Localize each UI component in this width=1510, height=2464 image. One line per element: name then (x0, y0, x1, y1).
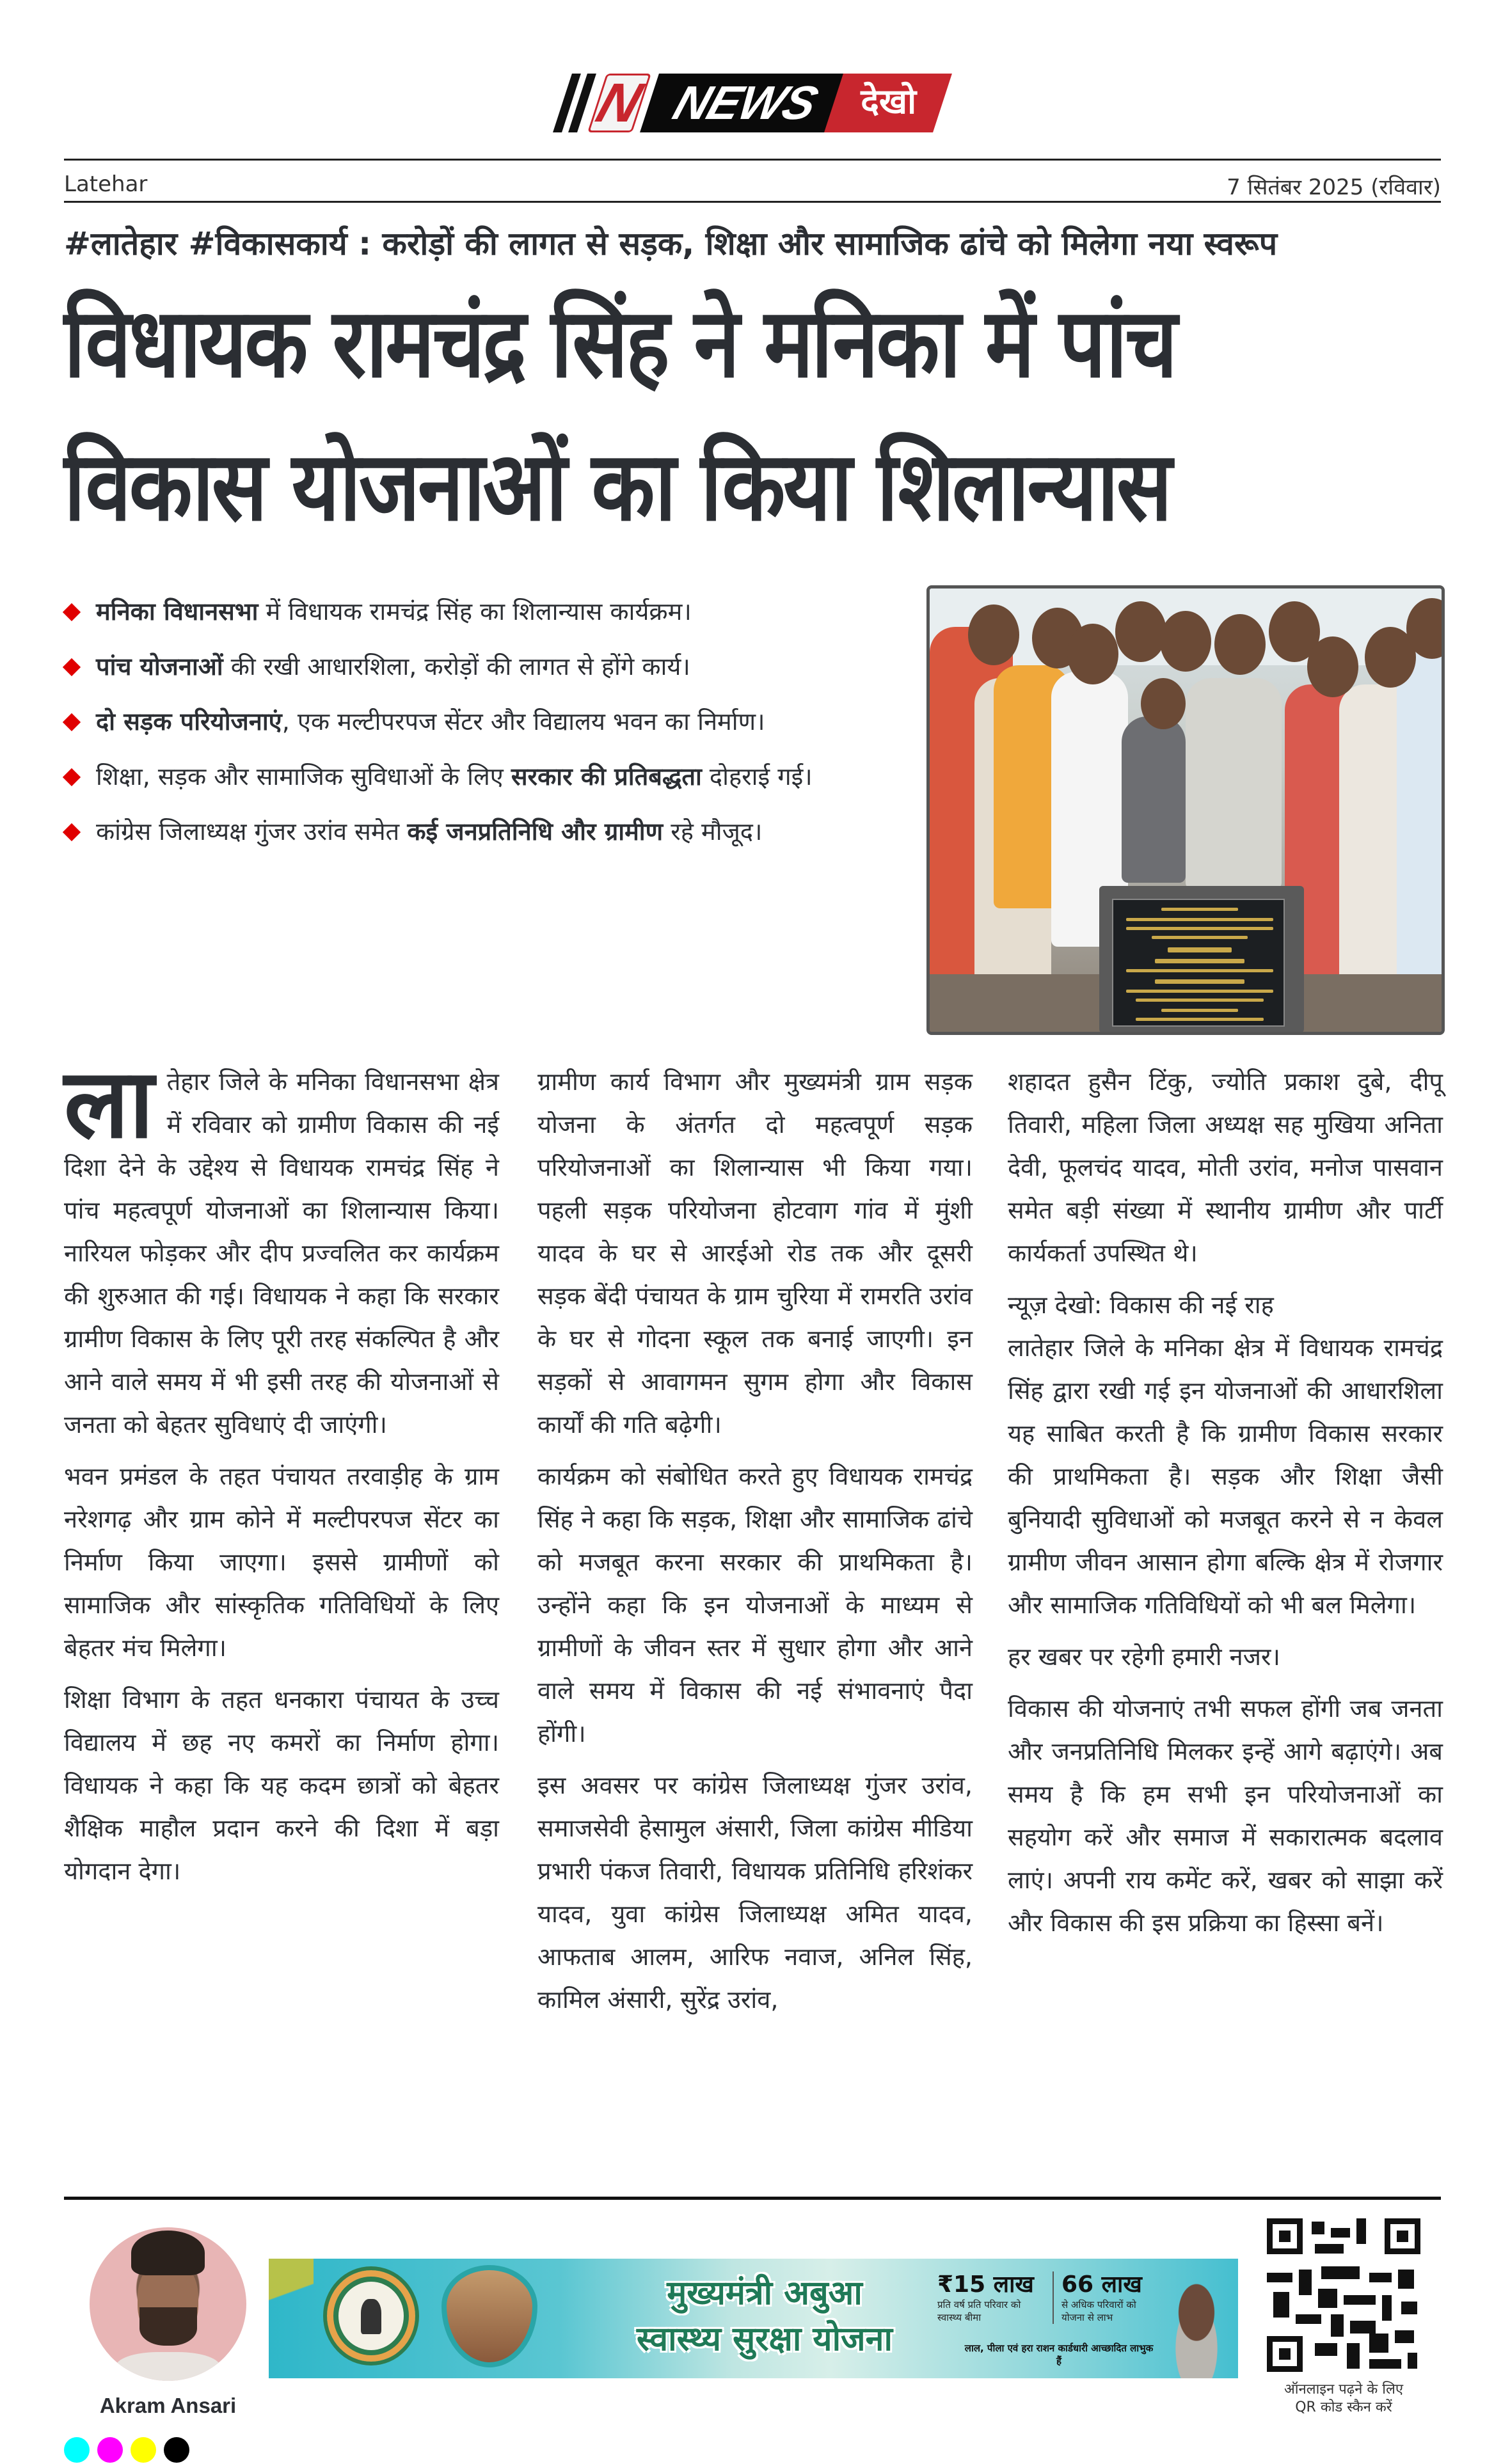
article-headline (64, 272, 1440, 558)
highlight-bold: दो सड़क परियोजनाएं (96, 707, 282, 736)
black-dot-icon (164, 2437, 189, 2463)
cmyk-color-marks (64, 2437, 189, 2463)
ad-title (614, 2270, 915, 2362)
paragraph: शहादत हुसैन टिंकु, ज्योति प्रकाश दुबे, दीपू तिवारी, महिला जिला अध्यक्ष सह मुखिया अनिता देवी, फूलचंद यादव, मोती उरांव, मनोज पासवान समेत बड़ी संख्या में स्थानीय ग्रामीण और पार्टी कार्यकर्ता उपस्थित थे। (1008, 1068, 1443, 1267)
highlight-item (64, 750, 896, 803)
highlight-text: की रखी आधारशिला, करोड़ों की लागत से होंगे कार्य। (223, 652, 690, 681)
highlight-bold: मनिका विधानसभा (96, 597, 258, 626)
yellow-dot-icon (131, 2437, 156, 2463)
location-label: Latehar (64, 171, 148, 197)
diamond-bullet-icon (63, 823, 81, 841)
photo-person (1122, 716, 1186, 883)
article-column-1 (64, 1048, 499, 1902)
paragraph: भवन प्रमंडल के तहत पंचायत तरवाड़ीह के ग्राम नरेशगढ़ और ग्राम कोने में मल्टीपरपज सेंटर का निर्माण किया जाएगा। इससे ग्रामीणों को सामाजिक और सांस्कृतिक गतिविधियों के लिए बेहतर मंच मिलेगा। (64, 1462, 499, 1662)
headline-line-1: विधायक रामचंद्र सिंह ने मनिका में पांच (64, 288, 1175, 399)
diamond-bullet-icon (63, 658, 81, 676)
publish-date: 7 सितंबर 2025 (रविवार) (1227, 175, 1441, 200)
stethoscope-heart-icon (441, 2265, 537, 2367)
highlight-text: में विधायक रामचंद्र सिंह का शिलान्यास कार्यक्रम। (258, 597, 692, 626)
diamond-bullet-icon (63, 603, 81, 621)
highlight-item (64, 805, 896, 858)
highlight-text: कांग्रेस जिलाध्यक्ष गुंजर उरांव समेत (96, 817, 408, 846)
lead-photo[interactable] (926, 585, 1445, 1035)
ad-stat-insurance (937, 2271, 1040, 2324)
highlight-item (64, 695, 896, 748)
logo-dekho-block (824, 74, 952, 132)
section-subhead: न्यूज़ देखो: विकास की नई राह (1008, 1291, 1274, 1319)
logo-dekho-text: देखो (861, 81, 917, 122)
paragraph: इस अवसर पर कांग्रेस जिलाध्यक्ष गुंजर उरांव, समाजसेवी हेसामुल अंसारी, जिला कांग्रेस मीडिया प्रभारी पंकज तिवारी, विधायक प्रतिनिधि हरिशंकर यादव, युवा कांग्रेस जिलाध्यक्ष अमित यादव, आफताब आलम, आरिफ नवाज, अनिल सिंह, कामिल अंसारी, सुरेंद्र उरांव, (537, 1771, 973, 2014)
logo-n-letter: N (589, 72, 649, 134)
ad-title-line-2: स्वास्थ्य सुरक्षा योजना (637, 2320, 893, 2358)
paragraph (64, 1048, 499, 1446)
photo-head (1141, 678, 1186, 729)
header-bottom-rule (64, 201, 1441, 203)
author-name: Akram Ansari (99, 2394, 237, 2417)
highlight-text: , एक मल्टीपरपज सेंटर और विद्यालय भवन का निर्माण। (282, 707, 765, 736)
paragraph: ग्रामीण कार्य विभाग और मुख्यमंत्री ग्राम सड़क योजना के अंतर्गत दो महत्वपूर्ण सड़क परियोजनाओं का शिलान्यास भी किया गया। पहली सड़क परियोजना होटवाग गांव में मुंशी यादव के घर से आरईओ रोड तक और दूसरी सड़क बेंदी पंचायत के ग्राम चुरिया में रामरति उरांव के घर से गोदना स्कूल तक बनाई जाएगी। इन सड़कों से आवागमन सुगम होगा और विकास कार्यों की गति बढ़ेगी। (537, 1068, 973, 1439)
headline-line-2: विकास योजनाओं का किया शिलान्यास (64, 431, 1170, 542)
highlights-list (64, 585, 896, 860)
qr-finder-icon (1267, 2336, 1303, 2372)
photo-head (968, 604, 1019, 665)
article-column-3 (1008, 1061, 1443, 1954)
dateline (64, 171, 1441, 203)
highlight-bold: सरकार की प्रतिबद्धता (511, 762, 702, 791)
photo-head (1067, 624, 1118, 684)
diamond-bullet-icon (63, 768, 81, 786)
logo-news-block (640, 74, 851, 132)
article-kicker: #लातेहार #विकासकार्य : करोड़ों की लागत से सड़क, शिक्षा और सामाजिक ढांचे को मिलेगा नया स्वरूप (64, 225, 1278, 262)
photo-head (1160, 611, 1211, 672)
footer-rule (64, 2197, 1441, 2200)
stat-value: ₹15 लाख (937, 2271, 1034, 2298)
drop-cap: ला (64, 1048, 154, 1160)
qr-finder-icon (1385, 2218, 1420, 2254)
highlight-bold: कई जनप्रतिनिधि और ग्रामीण (407, 817, 664, 846)
tagline: हर खबर पर रहेगी हमारी नजर। (1008, 1643, 1280, 1671)
stat-label: प्रति वर्ष प्रति परिवार को स्वास्थ्य बीमा (937, 2299, 1021, 2323)
ad-banner[interactable] (269, 2259, 1238, 2378)
magenta-dot-icon (97, 2437, 123, 2463)
photo-person (1186, 678, 1282, 889)
header-top-rule (64, 159, 1441, 161)
ad-note: लाल, पीला एवं हरा राशन कार्डधारी आच्छादित लाभुक हैं (964, 2342, 1154, 2367)
photo-head (1307, 636, 1358, 697)
qr-caption-line-2: QR कोड स्कैन करें (1295, 2399, 1392, 2415)
highlight-item (64, 585, 896, 638)
paragraph: लातेहार जिले के मनिका क्षेत्र में विधायक रामचंद्र सिंह द्वारा रखी गई इन योजनाओं की आधारशिला यह साबित करती है कि ग्रामीण विकास सरकार की प्राथमिकता है। सड़क और शिक्षा जैसी बुनियादी सुविधाओं को मजबूत करने से न केवल ग्रामीण जीवन आसान होगा बल्कि क्षेत्र में रोजगार और सामाजिक गतिविधियों को भी बल मिलेगा। (1008, 1334, 1443, 1619)
ad-stat-families (1053, 2271, 1155, 2324)
logo-n-mark (587, 74, 651, 132)
paragraph: कार्यक्रम को संबोधित करते हुए विधायक रामचंद्र सिंह ने कहा कि सड़क, शिक्षा और सामाजिक ढांचे को मजबूत करना सरकार की प्राथमिकता है। उन्होंने कहा कि इन योजनाओं के माध्यम से ग्रामीणों के जीवन स्तर में सुधार होगा और आने वाले समय में विकास की नई संभावनाएं पैदा होंगी। (537, 1462, 973, 1748)
foundation-plaque (1112, 899, 1285, 1027)
diamond-bullet-icon (63, 713, 81, 731)
highlight-item (64, 640, 896, 693)
photo-head (1214, 614, 1266, 675)
qr-caption (1254, 2381, 1433, 2417)
highlight-text: दोहराई गई। (701, 762, 813, 791)
author-avatar[interactable] (90, 2227, 246, 2381)
paragraph: शिक्षा विभाग के तहत धनकारा पंचायत के उच्च विद्यालय में छह नए कमरों का निर्माण होगा। विधायक ने कहा कि यह कदम छात्रों को बेहतर शैक्षिक माहौल प्रदान करने की दिशा में बड़ा योगदान देगा। (64, 1686, 499, 1885)
author-block (90, 2227, 246, 2418)
article-column-2 (537, 1061, 973, 2030)
logo-news-text: NEWS (667, 76, 824, 129)
cyan-dot-icon (64, 2437, 90, 2463)
ad-title-line-1: मुख्यमंत्री अबुआ (667, 2274, 862, 2312)
highlight-bold: पांच योजनाओं (96, 652, 223, 681)
highlight-text: रहे मौजूद। (663, 817, 763, 846)
qr-code[interactable] (1267, 2218, 1420, 2372)
news-dekho-logo[interactable] (553, 74, 953, 132)
tree-graphic (269, 2259, 314, 2378)
paragraph-text: तेहार जिले के मनिका विधानसभा क्षेत्र में रविवार को ग्रामीण विकास की नई दिशा देने के उद्देश्य से विधायक रामचंद्र सिंह ने पांच महत्वपूर्ण योजनाओं का शिलान्यास किया। नारियल फोड़कर और दीप प्रज्वलित कर कार्यक्रम की शुरुआत की गई। विधायक ने कहा कि सरकार ग्रामीण विकास के लिए पूरी तरह संकल्पित है और आने वाले समय में भी इसी तरह की योजनाओं से जनता को बेहतर सुविधाएं दी जाएंगी। (64, 1068, 499, 1439)
qr-finder-icon (1267, 2218, 1303, 2254)
photo-head (1115, 601, 1166, 662)
qr-caption-line-1: ऑनलाइन पढ़ने के लिए (1284, 2381, 1404, 2397)
highlight-text: शिक्षा, सड़क और सामाजिक सुविधाओं के लिए (96, 762, 511, 791)
paragraph: विकास की योजनाएं तभी सफल होंगी जब जनता और जनप्रतिनिधि मिलकर इन्हें आगे बढ़ाएंगे। अब समय है कि हम सभी इन परियोजनाओं का सहयोग करें और समाज में सकारात्मक बदलाव लाएं। अपनी राय कमेंट करें, खबर को साझा करें और विकास की इस प्रक्रिया का हिस्सा बनें। (1008, 1694, 1443, 1937)
chief-minister-photo (1155, 2259, 1238, 2378)
jharkhand-govt-seal-icon (323, 2266, 419, 2365)
stat-value: 66 लाख (1061, 2271, 1142, 2298)
stat-label: से अधिक परिवारों को योजना से लाभ (1061, 2299, 1136, 2323)
